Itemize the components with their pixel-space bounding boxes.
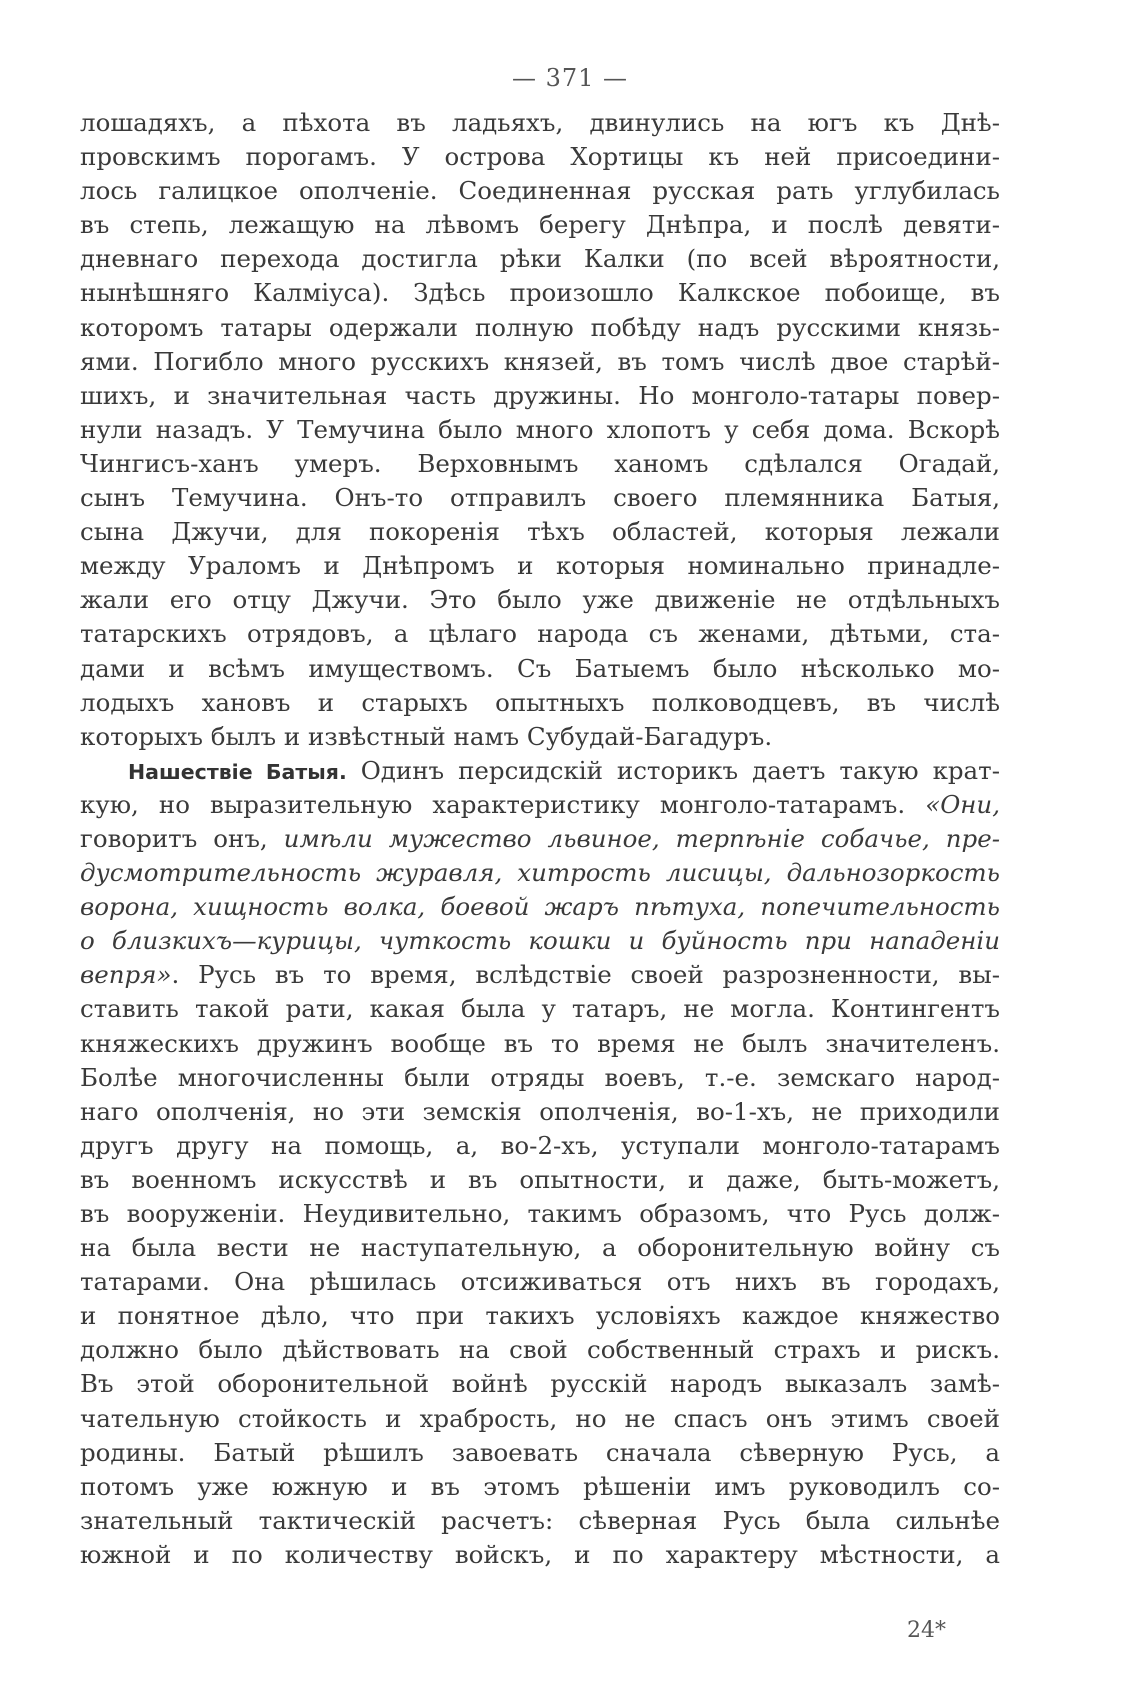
text-line: которомъ татары одержали полную побѣду надъ русскими князь- xyxy=(80,312,1000,342)
text-line: должно было дѣйствовать на свой собственный страхъ и рискъ. xyxy=(80,1335,1000,1365)
quote-line: о близкихъ—курицы, чуткость кошки и буйность при нападеніи xyxy=(80,926,1000,956)
text-line: провскимъ порогамъ. У острова Хортицы къ ней присоедини- xyxy=(80,142,1000,172)
text-line: Въ этой оборонительной войнѣ русскій народъ выказалъ замѣ- xyxy=(80,1369,1000,1399)
text-line: татарскихъ отрядовъ, а цѣлаго народа съ женами, дѣтьми, ста- xyxy=(80,619,1000,649)
text-line: между Ураломъ и Днѣпромъ и которыя номинально принадле- xyxy=(80,551,1000,581)
text-line: въ военномъ искусствѣ и въ опытности, и даже, быть-можетъ, xyxy=(80,1164,1000,1194)
text-run: кую, но выразительную характеристику монголо-татарамъ. xyxy=(80,789,926,819)
text-line: и понятное дѣло, что при такихъ условіяхъ каждое княжество xyxy=(80,1301,1000,1331)
text-line: лось галицкое ополченіе. Соединенная русская рать углубилась xyxy=(80,176,1000,206)
text-line: Болѣе многочисленны были отряды воевъ, т.-е. земскаго народ- xyxy=(80,1062,1000,1092)
text-line: которыхъ былъ и извѣстный намъ Субудай-Багадуръ. xyxy=(80,721,773,751)
text-line: южной и по количеству войскъ, и по характеру мѣстности, а xyxy=(80,1539,1000,1569)
signature-mark: 24* xyxy=(907,1618,946,1643)
page-number: — 371 — xyxy=(511,64,629,92)
text-line: нынѣшняго Калміуса). Здѣсь произошло Калкское побоище, въ xyxy=(80,278,1000,308)
text-line: знательный тактическій расчетъ: сѣверная Русь была сильнѣе xyxy=(80,1505,1000,1535)
text-line: татарами. Она рѣшилась отсиживаться отъ нихъ въ городахъ, xyxy=(80,1267,1000,1297)
text-line: лодыхъ хановъ и старыхъ опытныхъ полководцевъ, въ числѣ xyxy=(80,687,1000,717)
quote-run: «Они, xyxy=(925,789,1000,819)
text-line: шихъ, и значительная часть дружины. Но монголо-татары повер- xyxy=(80,380,1000,410)
text-run: Одинъ персидскій историкъ даетъ такую крат- xyxy=(346,755,1000,785)
text-line: сынъ Темучина. Онъ-то отправилъ своего племянника Батыя, xyxy=(80,483,1000,513)
text-line: въ вооруженіи. Неудивительно, такимъ образомъ, что Русь долж- xyxy=(80,1199,1000,1228)
text-line xyxy=(80,958,1000,992)
text-line: нули назадъ. У Темучина было много хлопотъ у себя дома. Вскорѣ xyxy=(80,414,1000,444)
text-line: сына Джучи, для покоренія тѣхъ областей, которыя лежали xyxy=(80,517,1000,547)
text-line: княжескихъ дружинъ вообще въ то время не былъ значителенъ. xyxy=(80,1028,1000,1058)
quote-line: ворона, хищность волка, боевой жаръ пѣтуха, попечительность xyxy=(80,892,1000,922)
text-run: . Русь въ то время, вслѣдствіе своей разрозненности, вы- xyxy=(171,960,1000,990)
text-line xyxy=(80,822,1000,856)
text-line: дневнаго перехода достигла рѣки Калки (по всей вѣроятности, xyxy=(80,244,1000,274)
section-heading: Нашествіе Батыя. xyxy=(128,759,347,784)
quote-run: вепря» xyxy=(80,960,172,990)
paragraph xyxy=(80,106,1000,754)
text-line: чательную стойкость и храбрость, но не спасъ онъ этимъ своей xyxy=(80,1403,1000,1433)
quote-line: дусмотрительность журавля, хитрость лисицы, дальнозоркость xyxy=(80,858,1000,888)
text-line: ставить такой рати, какая была у татаръ, не могла. Контингентъ xyxy=(80,994,1000,1024)
text-line: лошадяхъ, а пѣхота въ ладьяхъ, двинулись на югъ къ Днѣ- xyxy=(80,108,1000,137)
text-line: дами и всѣмъ имуществомъ. Съ Батыемъ было нѣсколько мо- xyxy=(80,653,1000,683)
text-line: въ степь, лежащую на лѣвомъ берегу Днѣпра, и послѣ девяти- xyxy=(80,210,1000,240)
text-run: говоритъ онъ, xyxy=(80,823,284,853)
text-line: жали его отцу Джучи. Это было уже движеніе не отдѣльныхъ xyxy=(80,585,1000,615)
text-line: ями. Погибло много русскихъ князей, въ томъ числѣ двое старѣй- xyxy=(80,346,1000,376)
text-line: наго ополченія, но эти земскія ополченія, во-1-хъ, не приходили xyxy=(80,1096,1000,1126)
text-line: на была вести не наступательную, а оборонительную войну съ xyxy=(80,1233,1000,1263)
text-line: потомъ уже южную и въ этомъ рѣшеніи имъ руководилъ со- xyxy=(80,1471,1000,1501)
text-line: другъ другу на помощь, а, во-2-хъ, уступали монголо-татарамъ xyxy=(80,1130,1000,1160)
paragraph xyxy=(80,754,1000,1572)
text-line xyxy=(80,754,1000,788)
text-line: родины. Батый рѣшилъ завоевать сначала сѣверную Русь, а xyxy=(80,1437,1000,1467)
body-text xyxy=(80,106,1000,1572)
text-line: Чингисъ-ханъ умеръ. Верховнымъ ханомъ сдѣлался Огадай, xyxy=(80,448,1000,478)
text-line xyxy=(80,788,1000,822)
quote-run: имѣли мужество львиное, терпѣніе собачье, пре- xyxy=(283,823,1000,853)
